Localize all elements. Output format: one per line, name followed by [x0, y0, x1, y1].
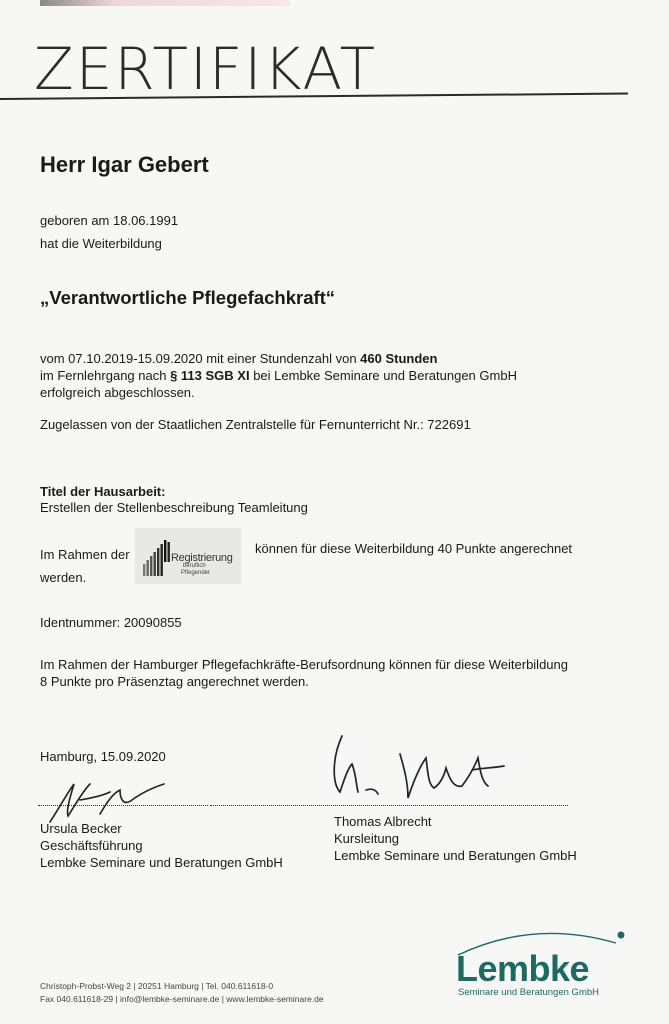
signatory-role: Kursleitung [334, 831, 400, 846]
footer-contact: Fax 040.611618-29 | info@lembke-seminare.de | www.lembke-seminare.de [40, 994, 324, 1004]
signatory-name: Thomas Albrecht [334, 814, 432, 829]
signatory-role: Geschäftsführung [40, 838, 143, 853]
signatory-right [334, 813, 577, 864]
recipient-name: Herr Igar Gebert [40, 152, 209, 177]
signature-albrecht [322, 728, 522, 808]
registration-prefix: Im Rahmen der [40, 547, 130, 562]
registration-end: werden. [40, 570, 87, 585]
signatory-name: Ursula Becker [40, 821, 122, 836]
registration-logo [135, 528, 241, 584]
registration-logo-sub1: beruflich [183, 563, 206, 569]
brand-tagline: Seminare und Beratungen GmbH [458, 987, 599, 998]
course-details [40, 350, 517, 401]
footer-address: Christoph-Probst-Weg 2 | 20251 Hamburg | Tel. 040.611618-0 [40, 981, 274, 991]
thesis-label: Titel der Hausarbeit: [40, 484, 166, 499]
registration-points: können für diese Weiterbildung 40 Punkte angerechnet [255, 541, 573, 556]
signature-line-right [210, 805, 568, 806]
period-line: vom 07.10.2019-15.09.2020 mit einer Stundenzahl von 460 Stunden [40, 351, 438, 366]
registration-logo-sub2: Pflegender [181, 570, 211, 576]
course-name: „Verantwortliche Pflegefachkraft“ [40, 287, 336, 308]
accreditation-line: Zugelassen von der Staatlichen Zentralstelle für Fernunterricht Nr.: 722691 [40, 417, 471, 432]
certificate-title: ZERTIFIKAT [34, 35, 378, 103]
signatory-company: Lembke Seminare und Beratungen GmbH [334, 848, 577, 863]
scan-edge-smudge [40, 0, 290, 6]
signatory-left [40, 820, 283, 871]
completion-line: erfolgreich abgeschlossen. [40, 385, 195, 400]
intro-line: hat die Weiterbildung [40, 236, 162, 251]
hours-value: 460 Stunden [360, 351, 438, 366]
brand-logo: Lembke [456, 948, 590, 989]
hamburg-points-line1: Im Rahmen der Hamburger Pflegefachkräfte-Berufsordnung können für diese Weiterbildung [40, 657, 568, 672]
ident-number: Identnummer: 20090855 [40, 615, 182, 630]
signature-line-left [38, 805, 208, 806]
legal-reference: § 113 SGB XI [170, 368, 250, 383]
place-date: Hamburg, 15.09.2020 [40, 749, 166, 764]
registration-logo-title: Registrierung [171, 552, 233, 564]
signatory-company: Lembke Seminare und Beratungen GmbH [40, 855, 283, 870]
birth-date-line: geboren am 18.06.1991 [40, 213, 179, 228]
course-type-line: im Fernlehrgang nach § 113 SGB XI bei Lembke Seminare und Beratungen GmbH [40, 368, 517, 383]
hamburg-points-line2: 8 Punkte pro Präsenztag angerechnet werden. [40, 674, 309, 689]
thesis-title: Erstellen der Stellenbeschreibung Teamleitung [40, 500, 308, 515]
